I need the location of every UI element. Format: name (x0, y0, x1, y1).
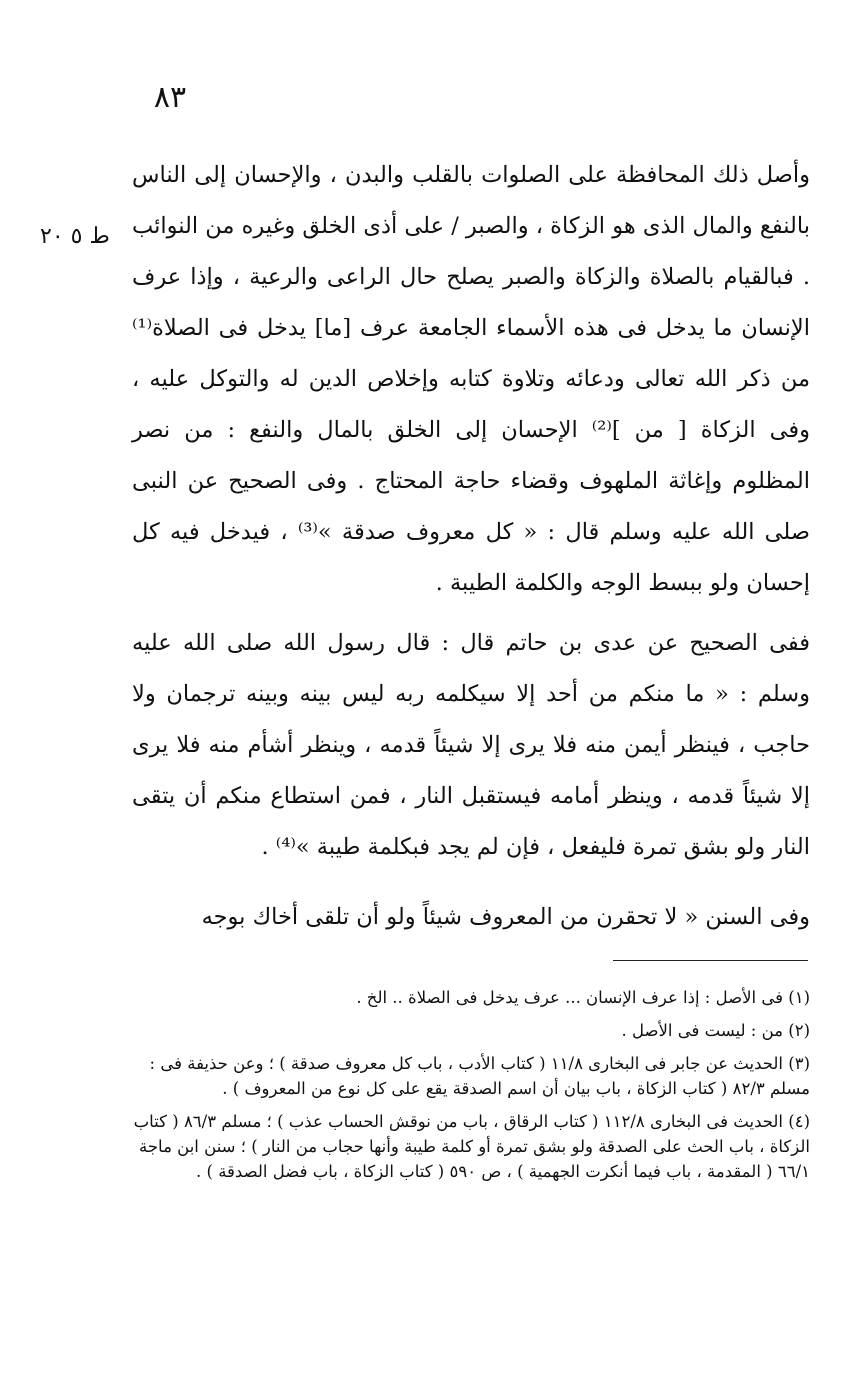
page-number: ٨٣ (153, 80, 187, 115)
footnote-2: (٢) من : ليست فى الأصل . (621, 1021, 810, 1040)
body-paragraph-3 (132, 892, 810, 943)
paragraph-text: وأصل ذلك المحافظة على الصلوات بالقلب والبدن ، والإحسان إلى الناس بالنفع والمال الذى هو الزكاة ، والصبر / على أذى الخلق وغيره من النوائب . فبالقيام بالصلاة والزكاة والصبر يصلح حال الراعى والرعية ، وإذا عرف الإنسان ما يدخل فى هذه الأسماء الجامعة عرف [ما] يدخل فى الصلاة⁽¹⁾ من ذكر الله تعالى ودعائه وتلاوة كتابه وإخلاص الدين له والتوكل عليه ، وفى الزكاة [ من ]⁽²⁾ الإحسان إلى الخلق بالمال والنفع : من نصر المظلوم وإغاثة الملهوف وقضاء حاجة المحتاج . وفى الصحيح عن النبى صلى الله عليه وسلم قال : « كل معروف صدقة »⁽³⁾ ، فيدخل فيه كل إحسان ولو ببسط الوجه والكلمة الطيبة . (132, 162, 810, 596)
footnote-4: (٤) الحديث فى البخارى ١١٢/٨ ( كتاب الرقاق ، باب من نوقش الحساب عذب ) ؛ مسلم ٨٦/٣ ( كتاب الزكاة ، باب الحث على الصدقة ولو بشق تمرة أو كلمة طيبة وأنها حجاب من النار ) ؛ سنن ابن ماجة ٦٦/١ ( المقدمة ، باب فيما أنكرت الجهمية ) ، ص ٥٩٠ ( كتاب الزكاة ، باب فضل الصدقة ) . (133, 1112, 810, 1181)
paragraph-text: ففى الصحيح عن عدى بن حاتم قال : قال رسول الله صلى الله عليه وسلم : « ما منكم من أحد إلا سيكلمه ربه ليس بينه وبينه ترجمان ولا حاجب ، فينظر أيمن منه فلا يرى إلا شيئاً قدمه ، وينظر أشأم منه فلا يرى إلا شيئاً قدمه ، وينظر أمامه فيستقبل النار ، فمن استطاع منكم أن يتقى النار ولو بشق تمرة فليفعل ، فإن لم يجد فبكلمة طيبة »⁽⁴⁾ . (132, 630, 810, 860)
footnotes (132, 985, 810, 1192)
body-paragraph-1 (132, 150, 810, 609)
margin-note: ط ٥ ٢٠ (40, 224, 110, 249)
footnote-1: (١) فى الأصل : إذا عرف الإنسان ... عرف يدخل فى الصلاة .. الخ . (356, 988, 810, 1007)
footnote-divider (613, 960, 808, 961)
body-paragraph-2 (132, 618, 810, 873)
footnote-3: (٣) الحديث عن جابر فى البخارى ١١/٨ ( كتاب الأدب ، باب كل معروف صدقة ) ؛ وعن حذيفة فى : مسلم ٨٢/٣ ( كتاب الزكاة ، باب بيان أن اسم الصدقة يقع على كل نوع من المعروف ) . (149, 1054, 810, 1098)
paragraph-text: وفى السنن « لا تحقرن من المعروف شيئاً ولو أن تلقى أخاك بوجه (201, 904, 810, 930)
